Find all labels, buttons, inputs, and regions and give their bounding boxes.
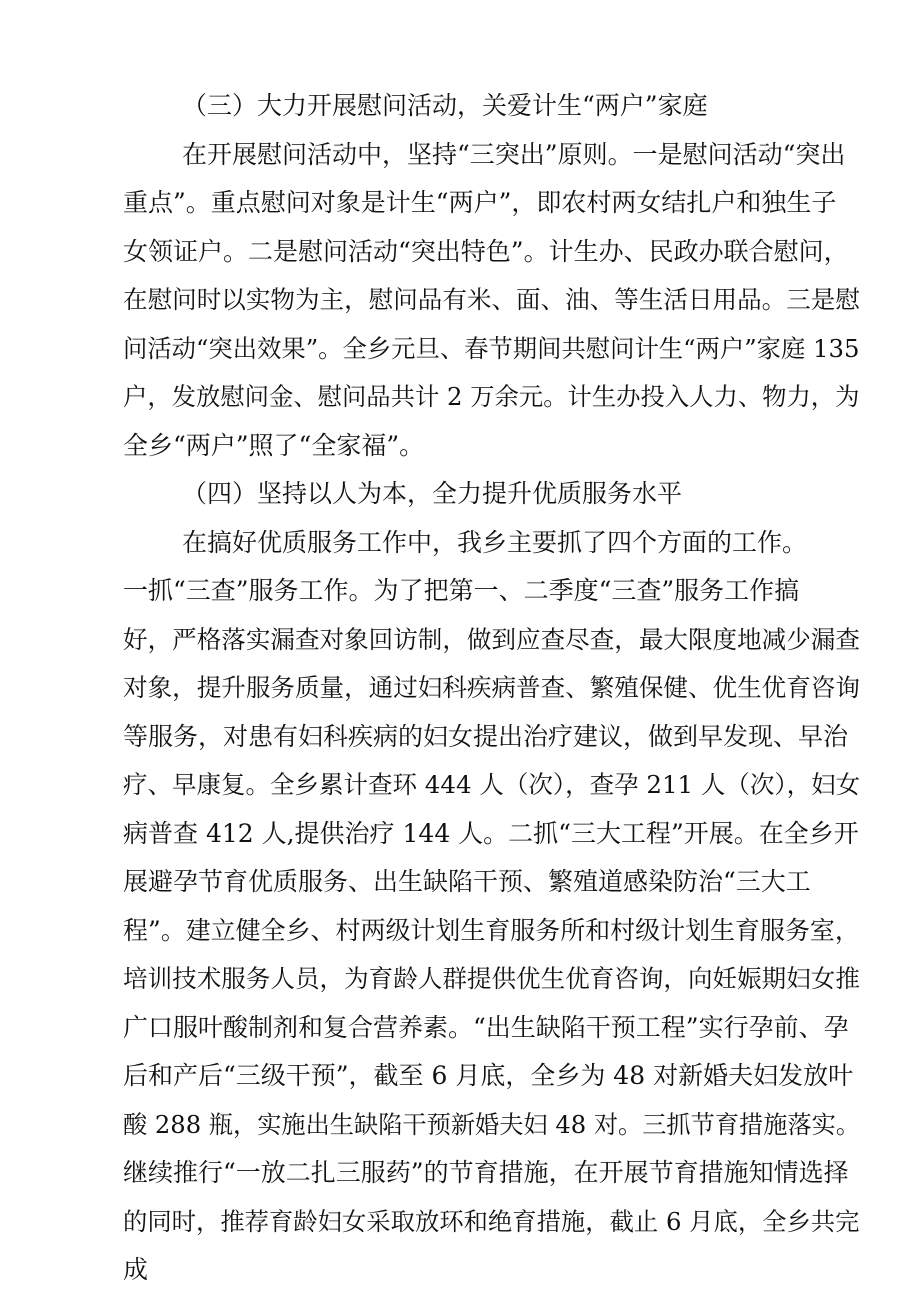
- paragraph-line: 一抓“三查”服务工作。为了把第一、二季度“三查”服务工作搞: [123, 576, 800, 605]
- paragraph-line: 广口服叶酸制剂和复合营养素。“出生缺陷干预工程”实行孕前、孕: [123, 1013, 849, 1042]
- heading-section-4: （四）坚持以人为本，全力提升优质服务水平: [182, 479, 683, 508]
- paragraph-line: 等服务，对患有妇科疾病的妇女提出治疗建议，做到早发现、早治: [123, 722, 849, 751]
- paragraph-line: 在开展慰问活动中，坚持“三突出”原则。一是慰问活动“突出: [182, 140, 846, 169]
- paragraph-line: 展避孕节育优质服务、出生缺陷干预、繁殖道感染防治“三大工: [123, 867, 811, 896]
- paragraph-line: 后和产后“三级干预”，截至 6 月底，全乡为 48 对新婚夫妇发放叶: [123, 1061, 854, 1090]
- paragraph-line: 女领证户。二是慰问活动“突出特色”。计生办、民政办联合慰问，: [123, 237, 849, 266]
- paragraph-line: 问活动“突出效果”。全乡元旦、春节期间共慰问计生“两户”家庭 135: [123, 334, 860, 363]
- paragraph-line: 重点”。重点慰问对象是计生“两户”，即农村两女结扎户和独生子: [123, 188, 837, 217]
- paragraph-line: 在慰问时以实物为主，慰问品有米、面、油、等生活日用品。三是慰: [123, 285, 860, 314]
- paragraph-line: 成: [123, 1255, 149, 1284]
- paragraph-line: 户，发放慰问金、慰问品共计 2 万余元。计生办投入人力、物力，为: [123, 382, 860, 411]
- paragraph-line: 疗、早康复。全乡累计查环 444 人（次），查孕 211 人（次），妇女: [123, 770, 861, 799]
- paragraph-line: 培训技术服务人员，为育龄人群提供优生优育咨询，向妊娠期妇女推: [123, 964, 860, 993]
- paragraph-line: 对象，提升服务质量，通过妇科疾病普查、繁殖保健、优生优育咨询: [123, 673, 860, 702]
- paragraph-line: 的同时，推荐育龄妇女采取放环和绝育措施，截止 6 月底，全乡共完: [123, 1207, 860, 1236]
- paragraph-line: 程”。建立健全乡、村两级计划生育服务所和村级计划生育服务室，: [123, 916, 860, 945]
- paragraph-line: 酸 288 瓶，实施出生缺陷干预新婚夫妇 48 对。三抓节育措施落实。: [123, 1111, 861, 1139]
- paragraph-line: 全乡“两户”照了“全家福”。: [123, 431, 425, 460]
- heading-section-3: （三）大力开展慰问活动，关爱计生“两户”家庭: [182, 91, 708, 120]
- paragraph-line: 继续推行“一放二扎三服药”的节育措施，在开展节育措施知情选择: [123, 1158, 849, 1187]
- paragraph-line: 好，严格落实漏查对象回访制，做到应查尽查，最大限度地减少漏查: [123, 625, 860, 654]
- paragraph-line: 在搞好优质服务工作中，我乡主要抓了四个方面的工作。: [182, 528, 808, 557]
- paragraph-line: 病普查 412 人,提供治疗 144 人。二抓“三大工程”开展。在全乡开: [123, 819, 859, 848]
